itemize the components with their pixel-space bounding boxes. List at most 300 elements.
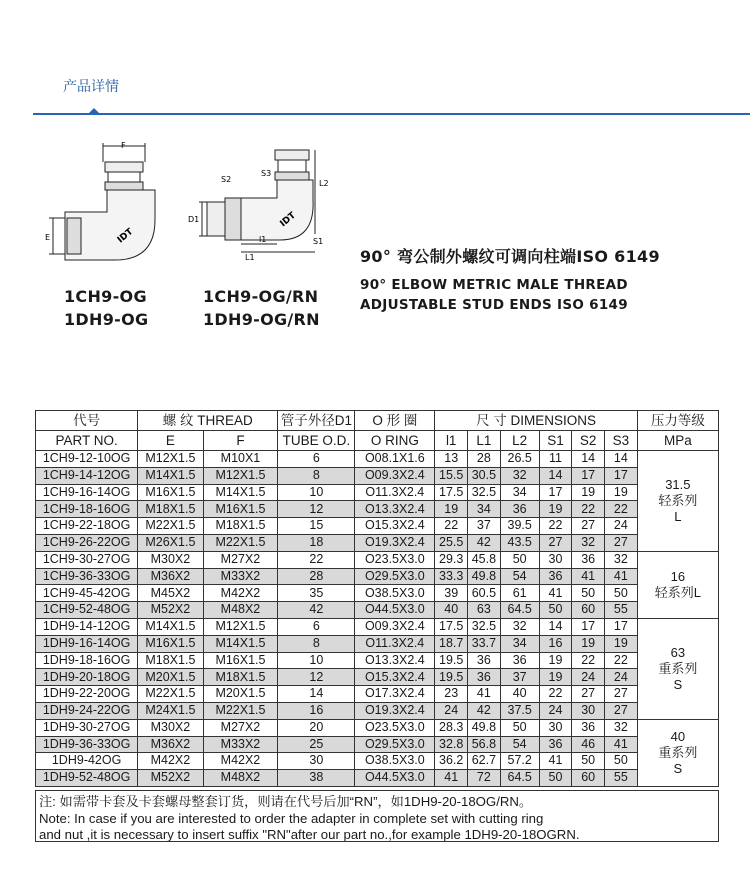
table-cell: 1DH9-16-14OG: [36, 635, 138, 652]
table-cell: 19: [604, 635, 637, 652]
table-row: [36, 484, 719, 501]
table-cell: M42X2: [203, 753, 278, 770]
table-cell: O15.3X2.4: [355, 669, 435, 686]
table-cell: M10X1: [203, 451, 278, 468]
table-cell: 27: [572, 686, 605, 703]
table-cell: 27: [604, 534, 637, 551]
table-row: [36, 518, 719, 535]
table-cell: 22: [604, 652, 637, 669]
table-cell: 72: [468, 770, 501, 787]
table-cell: 60.5: [468, 585, 501, 602]
header-f: F: [203, 431, 278, 451]
table-cell: O09.3X2.4: [355, 618, 435, 635]
part-label-1dh9-og-rn: 1DH9-OG/RN: [203, 310, 320, 329]
dim-label-e: E: [45, 233, 51, 242]
table-cell: O11.3X2.4: [355, 635, 435, 652]
table-cell: M18X1.5: [138, 501, 203, 518]
table-row: [36, 719, 719, 736]
table-cell: 1DH9-52-48OG: [36, 770, 138, 787]
table-cell: M20X1.5: [138, 669, 203, 686]
table-cell: O17.3X2.4: [355, 686, 435, 703]
table-cell: 1DH9-30-27OG: [36, 719, 138, 736]
header-s1: S1: [539, 431, 572, 451]
table-cell: 56.8: [468, 736, 501, 753]
table-cell: M42X2: [138, 753, 203, 770]
table-cell: 50: [572, 585, 605, 602]
table-row: [36, 534, 719, 551]
table-cell: 40: [500, 686, 539, 703]
table-cell: 1DH9-18-16OG: [36, 652, 138, 669]
table-cell: 64.5: [500, 770, 539, 787]
header-pressure-cn: 压力等级: [637, 411, 718, 431]
table-cell: 19: [604, 484, 637, 501]
table-cell: 28: [468, 451, 501, 468]
table-cell: 8: [278, 635, 355, 652]
table-cell: 35: [278, 585, 355, 602]
part-label-right: [203, 285, 320, 331]
header-code-en: PART NO.: [36, 431, 138, 451]
table-cell: 60: [572, 602, 605, 619]
table-cell: 24: [539, 702, 572, 719]
pressure-rating-cell: [637, 551, 718, 618]
pressure-rating-line: 16: [670, 568, 686, 584]
table-cell: 50: [572, 753, 605, 770]
table-cell: 19.5: [435, 669, 468, 686]
table-cell: M30X2: [138, 551, 203, 568]
table-cell: 36: [539, 736, 572, 753]
table-row: [36, 501, 719, 518]
table-cell: M26X1.5: [138, 534, 203, 551]
table-cell: O23.5X3.0: [355, 551, 435, 568]
table-cell: 11: [539, 451, 572, 468]
table-cell: M52X2: [138, 770, 203, 787]
table-row: [36, 753, 719, 770]
table-cell: 16: [539, 635, 572, 652]
table-cell: 15: [278, 518, 355, 535]
table-row: [36, 618, 719, 635]
header-s3: S3: [604, 431, 637, 451]
pressure-rating-line: 轻系列L: [654, 584, 701, 600]
table-cell: 24: [604, 669, 637, 686]
table-cell: 42: [468, 702, 501, 719]
table-cell: 1DH9-14-12OG: [36, 618, 138, 635]
table-row: [36, 652, 719, 669]
table-cell: 55: [604, 770, 637, 787]
table-cell: 25.5: [435, 534, 468, 551]
table-cell: M45X2: [138, 585, 203, 602]
table-cell: 50: [604, 585, 637, 602]
table-cell: 45.8: [468, 551, 501, 568]
table-cell: M12X1.5: [203, 618, 278, 635]
table-cell: M48X2: [203, 770, 278, 787]
table-cell: 17: [604, 618, 637, 635]
table-cell: M22X1.5: [138, 686, 203, 703]
table-cell: M18X1.5: [203, 669, 278, 686]
table-cell: 22: [278, 551, 355, 568]
table-cell: 41: [604, 568, 637, 585]
table-cell: M18X1.5: [203, 518, 278, 535]
table-cell: 1DH9-20-18OG: [36, 669, 138, 686]
header-l2: L2: [500, 431, 539, 451]
table-cell: 32: [604, 551, 637, 568]
table-cell: 60: [572, 770, 605, 787]
table-cell: 19: [539, 669, 572, 686]
table-cell: 8: [278, 467, 355, 484]
elbow-fitting-drawing-og: [45, 140, 175, 280]
table-cell: M24X1.5: [138, 702, 203, 719]
pressure-rating-cell: [637, 719, 718, 786]
table-cell: 25: [278, 736, 355, 753]
table-cell: O13.3X2.4: [355, 652, 435, 669]
table-cell: O44.5X3.0: [355, 602, 435, 619]
table-row: [36, 702, 719, 719]
part-label-left: [64, 285, 148, 331]
table-cell: O29.5X3.0: [355, 568, 435, 585]
table-cell: 20: [278, 719, 355, 736]
table-cell: 63: [468, 602, 501, 619]
table-cell: 19: [572, 635, 605, 652]
table-cell: M48X2: [203, 602, 278, 619]
table-cell: 32.5: [468, 618, 501, 635]
table-cell: M42X2: [203, 585, 278, 602]
table-cell: 17: [539, 484, 572, 501]
table-cell: 1DH9-22-20OG: [36, 686, 138, 703]
product-spec: [360, 244, 660, 315]
table-cell: 1CH9-30-27OG: [36, 551, 138, 568]
table-cell: 19: [572, 484, 605, 501]
table-cell: 50: [500, 719, 539, 736]
pressure-rating-cell: [637, 618, 718, 719]
table-cell: M36X2: [138, 736, 203, 753]
brand-logo: IDT: [115, 226, 136, 246]
table-cell: 10: [278, 484, 355, 501]
table-cell: 36: [468, 669, 501, 686]
pressure-rating-line: 轻系列: [658, 492, 698, 508]
table-cell: 55: [604, 602, 637, 619]
table-cell: 17: [572, 618, 605, 635]
table-cell: 62.7: [468, 753, 501, 770]
header-oring-cn: O 形 圈: [355, 411, 435, 431]
table-cell: 49.8: [468, 719, 501, 736]
table-cell: 64.5: [500, 602, 539, 619]
table-cell: 1CH9-22-18OG: [36, 518, 138, 535]
table-cell: M27X2: [203, 551, 278, 568]
table-cell: O11.3X2.4: [355, 484, 435, 501]
spec-title-cn: 90° 弯公制外螺纹可调向柱端ISO 6149: [360, 247, 660, 266]
table-cell: M12X1.5: [138, 451, 203, 468]
table-cell: 29.3: [435, 551, 468, 568]
table-cell: M14X1.5: [138, 618, 203, 635]
table-cell: M33X2: [203, 568, 278, 585]
dim-label-l2: L2: [319, 179, 329, 188]
table-row: [36, 602, 719, 619]
table-cell: O23.5X3.0: [355, 719, 435, 736]
title-underline: [33, 113, 750, 115]
table-cell: 30: [572, 702, 605, 719]
table-cell: 18.7: [435, 635, 468, 652]
pressure-rating-line: 31.5: [665, 476, 691, 492]
header-e: E: [138, 431, 203, 451]
table-header-row-cn: [36, 411, 719, 431]
table-cell: 23: [435, 686, 468, 703]
table-cell: 1CH9-16-14OG: [36, 484, 138, 501]
table-cell: 54: [500, 568, 539, 585]
table-cell: M14X1.5: [203, 635, 278, 652]
table-cell: 15.5: [435, 467, 468, 484]
table-cell: O19.3X2.4: [355, 702, 435, 719]
table-cell: M30X2: [138, 719, 203, 736]
table-cell: M22X1.5: [138, 518, 203, 535]
table-cell: 14: [278, 686, 355, 703]
table-cell: 22: [435, 518, 468, 535]
table-cell: M12X1.5: [203, 467, 278, 484]
table-cell: O19.3X2.4: [355, 534, 435, 551]
table-cell: 28: [278, 568, 355, 585]
dim-label-s3: S3: [261, 169, 272, 178]
table-cell: 1CH9-12-10OG: [36, 451, 138, 468]
table-cell: 22: [539, 686, 572, 703]
dim-label-s1: S1: [313, 237, 324, 246]
table-cell: 22: [604, 501, 637, 518]
table-cell: 22: [572, 652, 605, 669]
table-cell: M52X2: [138, 602, 203, 619]
table-cell: 26.5: [500, 451, 539, 468]
table-cell: 18: [278, 534, 355, 551]
header-s2: S2: [572, 431, 605, 451]
table-cell: 24: [572, 669, 605, 686]
table-cell: O38.5X3.0: [355, 753, 435, 770]
table-row: [36, 635, 719, 652]
table-cell: 36: [468, 652, 501, 669]
table-cell: 1CH9-26-22OG: [36, 534, 138, 551]
table-cell: 42: [468, 534, 501, 551]
dim-label-s2: S2: [221, 175, 232, 184]
header-tube-cn: 管子外径D1: [278, 411, 355, 431]
brand-logo: IDT: [278, 210, 298, 230]
table-cell: 46: [572, 736, 605, 753]
table-cell: 17: [572, 467, 605, 484]
header-pressure-en: MPa: [637, 431, 718, 451]
table-cell: 32.5: [468, 484, 501, 501]
table-cell: 1CH9-45-42OG: [36, 585, 138, 602]
table-body: [36, 451, 719, 787]
table-cell: 37: [500, 669, 539, 686]
table-cell: 19: [539, 652, 572, 669]
table-cell: 16: [278, 702, 355, 719]
table-cell: 50: [500, 551, 539, 568]
dim-label-f: F: [121, 141, 126, 150]
table-cell: M14X1.5: [203, 484, 278, 501]
table-cell: 39: [435, 585, 468, 602]
table-cell: 42: [278, 602, 355, 619]
pressure-rating-line: S: [673, 676, 683, 692]
table-cell: 33.7: [468, 635, 501, 652]
table-row: [36, 451, 719, 468]
table-cell: 22: [539, 518, 572, 535]
table-row: [36, 736, 719, 753]
table-cell: M27X2: [203, 719, 278, 736]
dimensions-table: [35, 410, 719, 787]
header-dimensions-cn: 尺 寸 DIMENSIONS: [435, 411, 637, 431]
table-cell: 32.8: [435, 736, 468, 753]
table-row: [36, 686, 719, 703]
table-cell: 30: [539, 719, 572, 736]
table-cell: 1CH9-14-12OG: [36, 467, 138, 484]
table-cell: 30.5: [468, 467, 501, 484]
table-cell: O13.3X2.4: [355, 501, 435, 518]
header-code-cn: 代号: [36, 411, 138, 431]
table-cell: 1CH9-18-16OG: [36, 501, 138, 518]
table-cell: M36X2: [138, 568, 203, 585]
table-cell: 37.5: [500, 702, 539, 719]
table-cell: M18X1.5: [138, 652, 203, 669]
table-cell: 32: [604, 719, 637, 736]
table-cell: 1DH9-24-22OG: [36, 702, 138, 719]
table-cell: 49.8: [468, 568, 501, 585]
table-cell: 6: [278, 451, 355, 468]
table-cell: 34: [468, 501, 501, 518]
table-cell: M16X1.5: [203, 652, 278, 669]
header-l1-small: l1: [435, 431, 468, 451]
table-row: [36, 770, 719, 787]
table-row: [36, 551, 719, 568]
table-cell: 41: [539, 753, 572, 770]
table-cell: 1CH9-52-48OG: [36, 602, 138, 619]
header-thread-cn: 螺 纹 THREAD: [138, 411, 278, 431]
table-cell: 34: [500, 635, 539, 652]
table-row: [36, 467, 719, 484]
table-cell: 27: [604, 686, 637, 703]
table-cell: 13: [435, 451, 468, 468]
table-cell: 36: [572, 719, 605, 736]
table-cell: O15.3X2.4: [355, 518, 435, 535]
table-cell: M16X1.5: [138, 635, 203, 652]
elbow-fitting-drawing-og-rn: [185, 140, 335, 270]
note-cn: 注: 如需带卡套及卡套螺母整套订货，则请在代号后加“RN”，如1DH9-20-18OG/RN。: [39, 794, 533, 809]
table-cell: 27: [539, 534, 572, 551]
table-cell: 17.5: [435, 484, 468, 501]
header-l1: L1: [468, 431, 501, 451]
header-oring-en: O RING: [355, 431, 435, 451]
table-cell: 6: [278, 618, 355, 635]
dim-label-l1: L1: [245, 253, 255, 262]
table-cell: 27: [604, 702, 637, 719]
table-cell: 30: [539, 551, 572, 568]
table-cell: 17: [604, 467, 637, 484]
table-row: [36, 669, 719, 686]
table-cell: 50: [539, 602, 572, 619]
order-note: [35, 790, 719, 842]
table-cell: 54: [500, 736, 539, 753]
part-label-1ch9-og: 1CH9-OG: [64, 287, 147, 306]
pressure-rating-line: 重系列: [658, 744, 698, 760]
table-cell: 38: [278, 770, 355, 787]
spec-title-en-1: 90° ELBOW METRIC MALE THREAD: [360, 277, 628, 293]
table-cell: 19: [539, 501, 572, 518]
table-cell: O09.3X2.4: [355, 467, 435, 484]
part-label-1dh9-og: 1DH9-OG: [64, 310, 149, 329]
table-cell: 14: [604, 451, 637, 468]
table-cell: 24: [604, 518, 637, 535]
table-cell: 1DH9-42OG: [36, 753, 138, 770]
table-cell: 41: [435, 770, 468, 787]
table-cell: 41: [468, 686, 501, 703]
table-cell: 14: [539, 618, 572, 635]
table-cell: 30: [278, 753, 355, 770]
table-cell: 41: [604, 736, 637, 753]
table-cell: 34: [500, 484, 539, 501]
note-en-line1: Note: In case if you are interested to order the adapter in complete set with cutting ring: [39, 810, 544, 826]
dim-label-d1: D1: [188, 215, 200, 224]
table-cell: 36.2: [435, 753, 468, 770]
table-cell: M33X2: [203, 736, 278, 753]
pressure-rating-line: S: [673, 760, 683, 776]
table-cell: 28.3: [435, 719, 468, 736]
table-cell: 36: [539, 568, 572, 585]
table-cell: 27: [572, 518, 605, 535]
table-cell: M22X1.5: [203, 534, 278, 551]
table-cell: 32: [500, 467, 539, 484]
table-cell: M22X1.5: [203, 702, 278, 719]
table-cell: 32: [500, 618, 539, 635]
table-cell: 14: [539, 467, 572, 484]
table-cell: O29.5X3.0: [355, 736, 435, 753]
table-cell: 41: [572, 568, 605, 585]
header-tube-en: TUBE O.D.: [278, 431, 355, 451]
table-cell: 39.5: [500, 518, 539, 535]
table-cell: 10: [278, 652, 355, 669]
pressure-rating-line: L: [674, 508, 682, 524]
table-cell: 61: [500, 585, 539, 602]
pressure-rating-line: 40: [670, 728, 686, 744]
pressure-rating-line: 63: [670, 644, 686, 660]
table-cell: 33.3: [435, 568, 468, 585]
table-cell: 1CH9-36-33OG: [36, 568, 138, 585]
dim-label-l1-small: l1: [259, 235, 267, 244]
table-cell: 1DH9-36-33OG: [36, 736, 138, 753]
table-cell: 19: [435, 501, 468, 518]
table-cell: 12: [278, 501, 355, 518]
table-cell: M20X1.5: [203, 686, 278, 703]
section-title: 产品详情: [63, 79, 119, 95]
note-en-line2: and nut ,it is necessary to insert suffix "RN"after our part no.,for example 1DH9-20-18OGRN.: [39, 827, 580, 842]
table-cell: 19.5: [435, 652, 468, 669]
table-cell: 36: [500, 652, 539, 669]
table-cell: 12: [278, 669, 355, 686]
table-cell: 50: [539, 770, 572, 787]
pressure-rating-cell: [637, 451, 718, 552]
table-cell: 17.5: [435, 618, 468, 635]
table-cell: 41: [539, 585, 572, 602]
table-row: [36, 568, 719, 585]
table-header-row-en: [36, 431, 719, 451]
table-cell: 40: [435, 602, 468, 619]
part-label-1ch9-og-rn: 1CH9-OG/RN: [203, 287, 319, 306]
table-cell: 43.5: [500, 534, 539, 551]
table-cell: 36: [500, 501, 539, 518]
table-cell: 50: [604, 753, 637, 770]
table-cell: O44.5X3.0: [355, 770, 435, 787]
table-cell: 57.2: [500, 753, 539, 770]
pressure-rating-line: 重系列: [658, 660, 698, 676]
table-cell: O38.5X3.0: [355, 585, 435, 602]
table-cell: 24: [435, 702, 468, 719]
table-cell: 37: [468, 518, 501, 535]
spec-title-en-2: ADJUSTABLE STUD ENDS ISO 6149: [360, 297, 628, 313]
table-cell: 36: [572, 551, 605, 568]
table-cell: 32: [572, 534, 605, 551]
table-row: [36, 585, 719, 602]
